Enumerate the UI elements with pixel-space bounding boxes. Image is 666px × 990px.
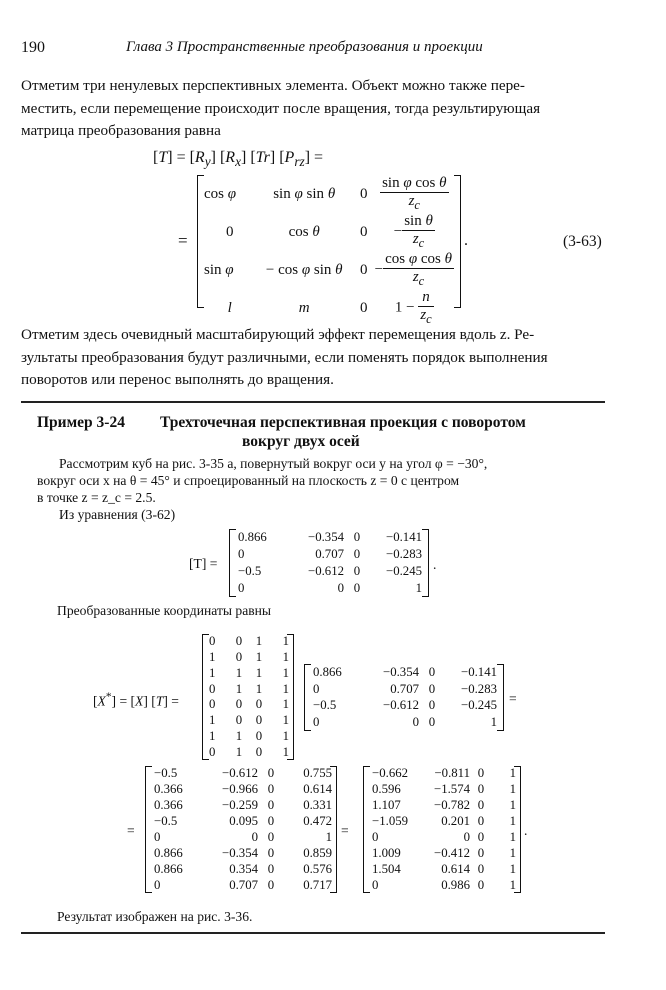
matrix-row [154,830,332,846]
matrix-cell: 1 [235,665,243,680]
matrix-row [209,697,289,713]
matrix-cell: 0 [372,829,379,844]
matrix-row [154,861,332,877]
matrix-row [238,546,422,563]
matrix-row [238,580,422,597]
matrix-cell: 1 [282,744,289,759]
matrix-cell: 1 [509,814,516,829]
x-star-label: [X*] = [X] [T] = [93,691,179,709]
matrix-cell: 1 [209,728,216,743]
matrix-cell: 0 [154,829,161,844]
matrix-cell: 0.866 [238,530,267,544]
intro-paragraph [21,75,605,143]
matrix-row: 0 cos θ 0 − $\frac{\text{sin θ}}{z_c}$ [225,213,433,250]
matrix-cell: 0.366 [154,798,183,813]
matrix-cell: 0 [267,782,275,797]
matrix-cell: 0.859 [303,845,332,860]
matrix-row [209,650,289,666]
matrix-row [372,877,516,893]
matrix-cell: −0.283 [460,681,497,696]
matrix-row [209,666,289,682]
matrix-cell: 0 [154,877,161,892]
matrix-cell: 0 [313,681,320,696]
matrix-cell: 1 [282,650,289,665]
matrix-cell: 0 [412,715,419,730]
matrix-cell: 0 [353,547,361,561]
matrix-cell: 0 [477,814,485,829]
matrix-cell: 0 [372,877,379,892]
matrix-cell: −1.059 [372,814,409,829]
matrix-cell: 0 [209,697,216,712]
matrix-cell: 0.717 [303,877,332,892]
matrix-cell: 1 [255,634,263,649]
chapter-number: Глава 3 [126,39,174,55]
matrix-cell: −0.259 [221,798,258,813]
matrix-cell: 0.596 [372,782,401,797]
matrix-cell: 0 [267,861,275,876]
matrix-cell: −0.141 [460,664,497,679]
matrix-cell: 0 [428,715,436,730]
matrix-cell: −1.574 [433,782,470,797]
matrix-cell: −0.5 [154,766,178,781]
matrix-row [372,766,516,782]
matrix-row [372,814,516,830]
matrix-cell: 1 [255,650,263,665]
matrix-cell: 1.107 [372,798,401,813]
matrix-cell: 0.866 [154,861,183,876]
matrix-cell: 0 [477,766,485,781]
matrix-row [313,714,497,731]
text-line: зультаты преобразования будут различными, если поменять порядок выполнения [21,348,548,366]
matrix-cell: 0 [428,698,436,713]
matrix-cell: 1 [209,713,216,728]
page-number: 190 [21,39,45,56]
matrix-cell: 0 [267,877,275,892]
matrix-cell: 0 [477,782,485,797]
matrix-cell: −0.245 [460,698,497,713]
matrix-row [372,830,516,846]
matrix-cell: 1 [509,861,516,876]
matrix-cell: 0 [255,744,263,759]
matrix-cell: 1 [415,581,422,595]
matrix-cell: −0.612 [382,698,419,713]
perspective-matrix [197,175,461,326]
matrix-cell: 1 [325,829,332,844]
matrix-cell: −0.412 [433,845,470,860]
matrix-row [154,877,332,893]
matrix-cell: 0.331 [303,798,332,813]
text-line: Рассмотрим куб на рис. 3-35 a, повернутый вокруг оси y на угол φ = −30°, [59,456,488,471]
matrix-cell: −0.5 [238,564,262,578]
matrix-cell: 0.366 [154,782,183,797]
text-line: поворотов или перенос выполнять до вращения. [21,371,334,388]
matrix-cell: 1 [282,713,289,728]
x-star-equals: = [509,691,517,706]
matrix-row [209,729,289,745]
fraction: $\frac{\text{sin θ}}{z_c}$ [404,213,433,250]
matrix-cell: 0 [255,697,263,712]
matrix-cell: 0.472 [303,814,332,829]
example-title-line1: Трехточечная перспективная проекция с поворотом [160,414,526,431]
matrix-cell: 1 [282,634,289,649]
matrix-cell: 0 [238,581,245,595]
matrix-cell: 0 [477,861,485,876]
matrix-row [238,563,422,580]
result-matrix-homogeneous [145,766,337,893]
chapter-title: Пространственные преобразования и проекции [176,39,483,55]
matrix-row [313,681,497,698]
matrix-cell: 1 [209,665,216,680]
fraction: $\frac{n}{z_c}$ [420,289,432,326]
matrix-cell: −0.662 [372,766,409,781]
matrix-cell: 0 [235,634,243,649]
matrix-cell: 1.504 [372,861,401,876]
equation-3-63-lhs: $[T] = [R_y]$ $[R_x]$ [Tr] $[P_{rz}]$ = [153,149,324,170]
matrix-row [154,845,332,861]
matrix-cell: 0 [251,829,258,844]
matrix-cell: 0 [313,715,320,730]
matrix-cell: −0.782 [433,798,470,813]
matrix-cell: 1 [509,782,516,797]
matrix-cell: 1 [282,681,289,696]
matrix-cell: 0 [267,814,275,829]
x-matrix [202,634,294,760]
matrix-row [209,713,289,729]
matrix-row [154,798,332,814]
matrix-row [154,766,332,782]
matrix-cell: −0.966 [221,782,258,797]
matrix-cell: 0 [209,634,216,649]
matrix-cell: 1 [209,650,216,665]
matrix-cell: 0 [267,829,275,844]
matrix-cell: −0.245 [385,564,422,578]
matrix-cell: −0.354 [221,845,258,860]
matrix-cell: 0 [353,530,361,544]
matrix-cell: 0.354 [229,861,258,876]
matrix-cell: 0.707 [229,877,258,892]
matrix-cell: 0.755 [303,766,332,781]
matrix-cell: 1 [490,715,497,730]
matrix-cell: 0 [463,829,470,844]
matrix-cell: −0.141 [385,530,422,544]
matrix-row [372,798,516,814]
fraction: $\frac{\text{sin φ cos θ}}{z_c}$ [382,175,447,212]
matrix-cell: 0 [428,681,436,696]
text-line: местить, если перемещение происходит после вращения, тогда результирующая [21,99,541,117]
transformed-label: Преобразованные координаты равны [57,603,272,618]
matrix-row [372,782,516,798]
matrix-cell: 0 [209,681,216,696]
result-matrix-normalized [363,766,521,893]
t-matrix-repeat [304,664,504,731]
matrix-cell: 0 [477,845,485,860]
divider-bottom [21,932,605,934]
matrix-cell: −0.354 [382,664,419,679]
example-label: Пример 3-24 [37,414,125,431]
matrix-cell: 0 [267,798,275,813]
matrix-cell: 0 [267,845,275,860]
matrix-row: cos φ sin φ sin θ 0 $\frac{\text{sin φ cos θ}}{z_c}$ [204,175,447,212]
matrix-cell: 0.986 [441,877,470,892]
matrix-cell: −0.5 [154,814,178,829]
matrix-cell: 1 [509,798,516,813]
matrix-row: sin φ − cos φ sin θ 0 − $\frac{\text{cos φ cos θ}}{z_c}$ [204,251,452,288]
running-header [126,39,483,56]
matrix-cell: 1 [235,744,243,759]
t-matrix-period: . [433,557,437,572]
result-caption: Результат изображен на рис. 3-36. [57,909,253,924]
matrix-cell: 0.707 [390,681,419,696]
matrix-cell: −0.354 [307,530,344,544]
matrix-cell: −0.612 [307,564,344,578]
result-period: . [524,823,528,838]
matrix-row [209,634,289,650]
text-line: в точке z = z_c = 2.5. [37,490,156,505]
matrix-row [313,698,497,715]
text-line: Отметим три ненулевых перспективных элемента. Объект можно также пере- [21,77,525,94]
matrix-cell: −0.5 [313,698,337,713]
matrix-row [372,845,516,861]
matrix-row [313,664,497,681]
matrix-cell: 1 [509,877,516,892]
matrix-cell: 0 [428,664,436,679]
text-line: Из уравнения (3-62) [59,507,176,522]
matrix-cell: 0 [235,697,243,712]
matrix-cell: 0 [209,744,216,759]
matrix-row [154,782,332,798]
matrix-cell: 0 [235,713,243,728]
matrix-cell: −0.811 [434,766,470,781]
fraction: $\frac{\text{cos φ cos θ}}{z_c}$ [385,251,452,288]
matrix-cell: 0 [477,798,485,813]
matrix-cell: 1 [282,697,289,712]
matrix-row [209,681,289,697]
t-matrix-label: [T] = [189,556,218,571]
matrix-cell: 1 [255,681,263,696]
matrix-cell: 0.707 [315,547,344,561]
matrix-cell: 1 [255,665,263,680]
matrix-cell: 0 [267,766,275,781]
matrix-cell: 0.614 [303,782,332,797]
result-equals-left: = [127,823,135,838]
matrix-cell: 0 [337,581,344,595]
matrix-cell: 0.866 [313,664,342,679]
matrix-cell: 0.095 [229,814,258,829]
matrix-cell: 0 [353,581,361,595]
matrix-cell: 1 [509,766,516,781]
text-line: вокруг оси x на θ = 45° и спроецированный на плоскость z = 0 с центром [37,473,460,488]
example-body [37,455,597,523]
matrix-cell: −0.283 [385,547,422,561]
matrix-cell: 1 [509,845,516,860]
matrix-row [154,814,332,830]
matrix-cell: 1.009 [372,845,401,860]
matrix-cell: 1 [509,829,516,844]
t-matrix [229,529,429,597]
after-equation-paragraph [21,324,605,392]
matrix-cell: 0.576 [303,861,332,876]
matrix-cell: 0 [255,713,263,728]
matrix-cell: 0.201 [441,814,470,829]
matrix-row [372,861,516,877]
matrix-cell: 0 [477,877,485,892]
matrix-cell: −0.612 [221,766,258,781]
matrix-cell: 1 [282,728,289,743]
equation-equals: = [178,231,188,250]
text-line: матрица преобразования равна [21,122,221,139]
text-line: Отметим здесь очевидный масштабирующий эффект перемещения вдоль z. Ре- [21,326,535,343]
matrix-cell: 0 [477,829,485,844]
matrix-cell: 0.866 [154,845,183,860]
divider-top [21,401,605,403]
matrix-cell: 0 [353,564,361,578]
equation-number: (3-63) [563,233,602,250]
equation-period: . [464,232,468,249]
result-equals-middle: = [341,823,349,838]
matrix-cell: 0 [235,650,243,665]
matrix-row: l m 0 1 − $\frac{n}{z_c}$ [227,289,432,326]
matrix-row [238,529,422,546]
matrix-cell: 1 [235,681,243,696]
matrix-cell: 0.614 [441,861,470,876]
matrix-cell: 0 [238,547,245,561]
example-title-line2: вокруг двух осей [242,433,360,450]
matrix-cell: 0 [255,728,263,743]
matrix-row [209,744,289,760]
matrix-cell: 1 [235,728,243,743]
matrix-cell: 1 [282,665,289,680]
